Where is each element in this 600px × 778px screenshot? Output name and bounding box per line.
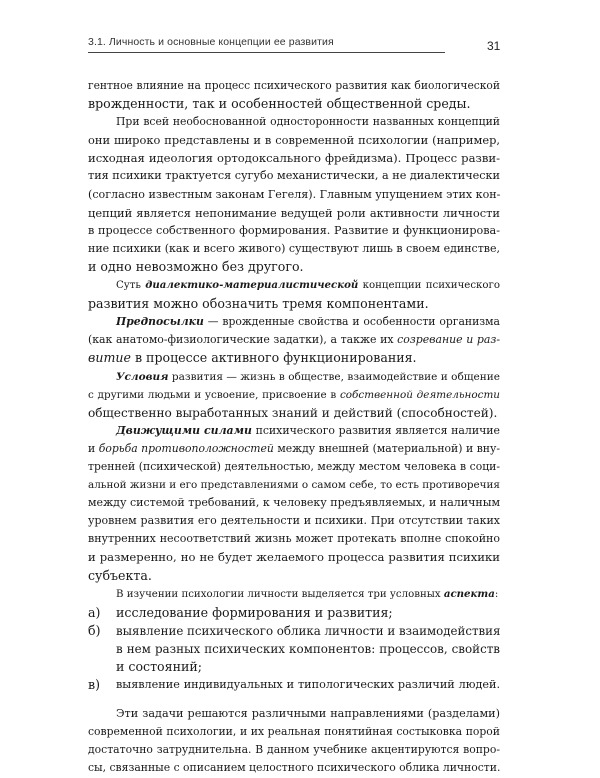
text-line: исследование формирования и развития;	[116, 604, 393, 620]
term-conditions: Условия	[116, 370, 169, 383]
text-fragment: В изучении психологии личности выделяется три условных	[116, 588, 444, 600]
emphasis-own-activity: собственной деятельности	[339, 388, 500, 401]
text-line: выявление психического облика личности и взаимодействия	[116, 623, 501, 638]
list-item	[88, 622, 500, 676]
term-dialectical-materialist: диалектико-материалистической	[145, 279, 359, 292]
text-line: и состояний;	[116, 659, 203, 674]
text-line: (согласно известным законам Гегеля). Главным упущением этих кон-	[88, 187, 501, 201]
text-line	[88, 386, 500, 404]
text-fragment: между внешней (материальной) и вну-	[273, 441, 500, 455]
emphasis-maturation: созревание и раз-	[397, 333, 500, 347]
text-line: уровнем развития его деятельности и психики. При отсутствии таких	[88, 514, 500, 528]
paragraph-dialectical-concept	[88, 276, 500, 313]
text-line: современной психологии, и их реальная понятийная состыковка порой	[88, 725, 500, 739]
text-line: и размеренно, но не будет желаемого процесса развития психики	[88, 550, 500, 565]
text-line: общественно выработанных знаний и действий (способностей).	[88, 405, 498, 420]
text-fragment: с другими людьми и усвоение, присвоение в	[88, 388, 340, 401]
text-line: тия психики трактуется сугубо механистически, а не диалектически	[88, 169, 500, 183]
paragraph-prerequisites	[88, 313, 500, 367]
text-line: внутренних несоответствий жизнь может протекать вполне спокойно	[88, 532, 500, 546]
text-line: субъекта.	[88, 567, 152, 583]
text-line: ние психики (как и всего живого) существуют лишь в своем единстве,	[88, 241, 500, 255]
text-line: тренней (психической) деятельностью, между местом человека в соци-	[88, 459, 500, 473]
text-line: развития можно обозначить тремя компонентами.	[88, 296, 429, 312]
term-aspects: аспекта	[443, 587, 495, 600]
term-prerequisites: Предпосылки	[116, 315, 204, 329]
paragraph-1	[88, 77, 500, 113]
text-line: При всей необоснованной односторонности названных концепций	[116, 115, 500, 129]
text-line	[88, 368, 500, 386]
emphasis-development: витие	[88, 350, 131, 366]
text-line	[88, 331, 500, 349]
text-fragment: — врожденные свойства и особенности организма	[203, 315, 500, 329]
text-line: выявление индивидуальных и типологических различий людей.	[116, 678, 500, 692]
text-fragment: развития — жизнь в обществе, взаимодействие и общение	[168, 370, 500, 383]
text-fragment: Суть	[116, 280, 146, 292]
paragraph-conclusion	[88, 705, 500, 777]
text-line: альной жизни и его представлениями о самом себе, то есть противоречия	[88, 479, 500, 492]
text-line	[88, 313, 500, 331]
list-marker: б)	[88, 622, 101, 638]
text-line: они широко представлены и в современной психологии (например,	[88, 133, 500, 148]
text-line: врожденности, так и особенностей общественной среды.	[88, 96, 471, 112]
paragraph-2	[88, 113, 500, 276]
list-marker: а)	[88, 604, 101, 620]
text-line: сы, связанные с описанием целостного психического облика личности.	[88, 761, 501, 775]
text-line: гентное влияние на процесс психического развития как биологической	[88, 79, 500, 92]
body-text	[88, 77, 500, 778]
term-driving-forces: Движущими силами	[116, 423, 252, 437]
list-item	[88, 676, 500, 694]
text-fragment: :	[494, 588, 499, 600]
text-line: в нем разных психических компонентов: процессов, свойств	[116, 641, 500, 656]
text-fragment: психического развития является наличие	[251, 423, 500, 437]
running-header: 3.1. Личность и основные концепции ее развития	[88, 36, 445, 53]
paragraph-spacer	[88, 694, 500, 705]
text-fragment: в процессе активного функционирования.	[130, 350, 417, 366]
text-fragment: и	[88, 441, 99, 455]
page-number: 31	[487, 39, 501, 53]
text-line: в процессе собственного формирования. Развитие и функционирова-	[88, 223, 500, 237]
list-item	[88, 604, 500, 622]
text-line	[88, 585, 500, 604]
paragraph-driving-forces	[88, 422, 500, 585]
text-line	[88, 276, 500, 295]
aspects-list	[88, 604, 500, 694]
text-fragment: концепции психического	[358, 280, 501, 292]
text-line: Эти задачи решаются различными направлениями (разделами)	[116, 707, 500, 721]
list-marker: в)	[88, 677, 101, 693]
text-line: достаточно затруднительна. В данном учебнике акцентируются вопро-	[88, 743, 500, 757]
paragraph-conditions	[88, 368, 500, 422]
text-line: исходная идеология ортодоксального фрейдизма). Процесс разви-	[88, 151, 500, 166]
paragraph-aspects-intro	[88, 585, 500, 604]
text-line: цепций является непонимание ведущей роли активности личности	[88, 205, 500, 220]
emphasis-struggle-of-opposites: борьба противоположностей	[98, 441, 274, 455]
text-line: и одно невозможно без другого.	[88, 258, 304, 274]
text-line	[88, 422, 500, 440]
text-line	[88, 349, 500, 367]
text-line: между системой требований, к человеку предъявляемых, и наличным	[88, 496, 500, 510]
text-line	[88, 440, 500, 458]
text-fragment: (как анатомо-физиологические задатки), а также их	[88, 333, 398, 347]
